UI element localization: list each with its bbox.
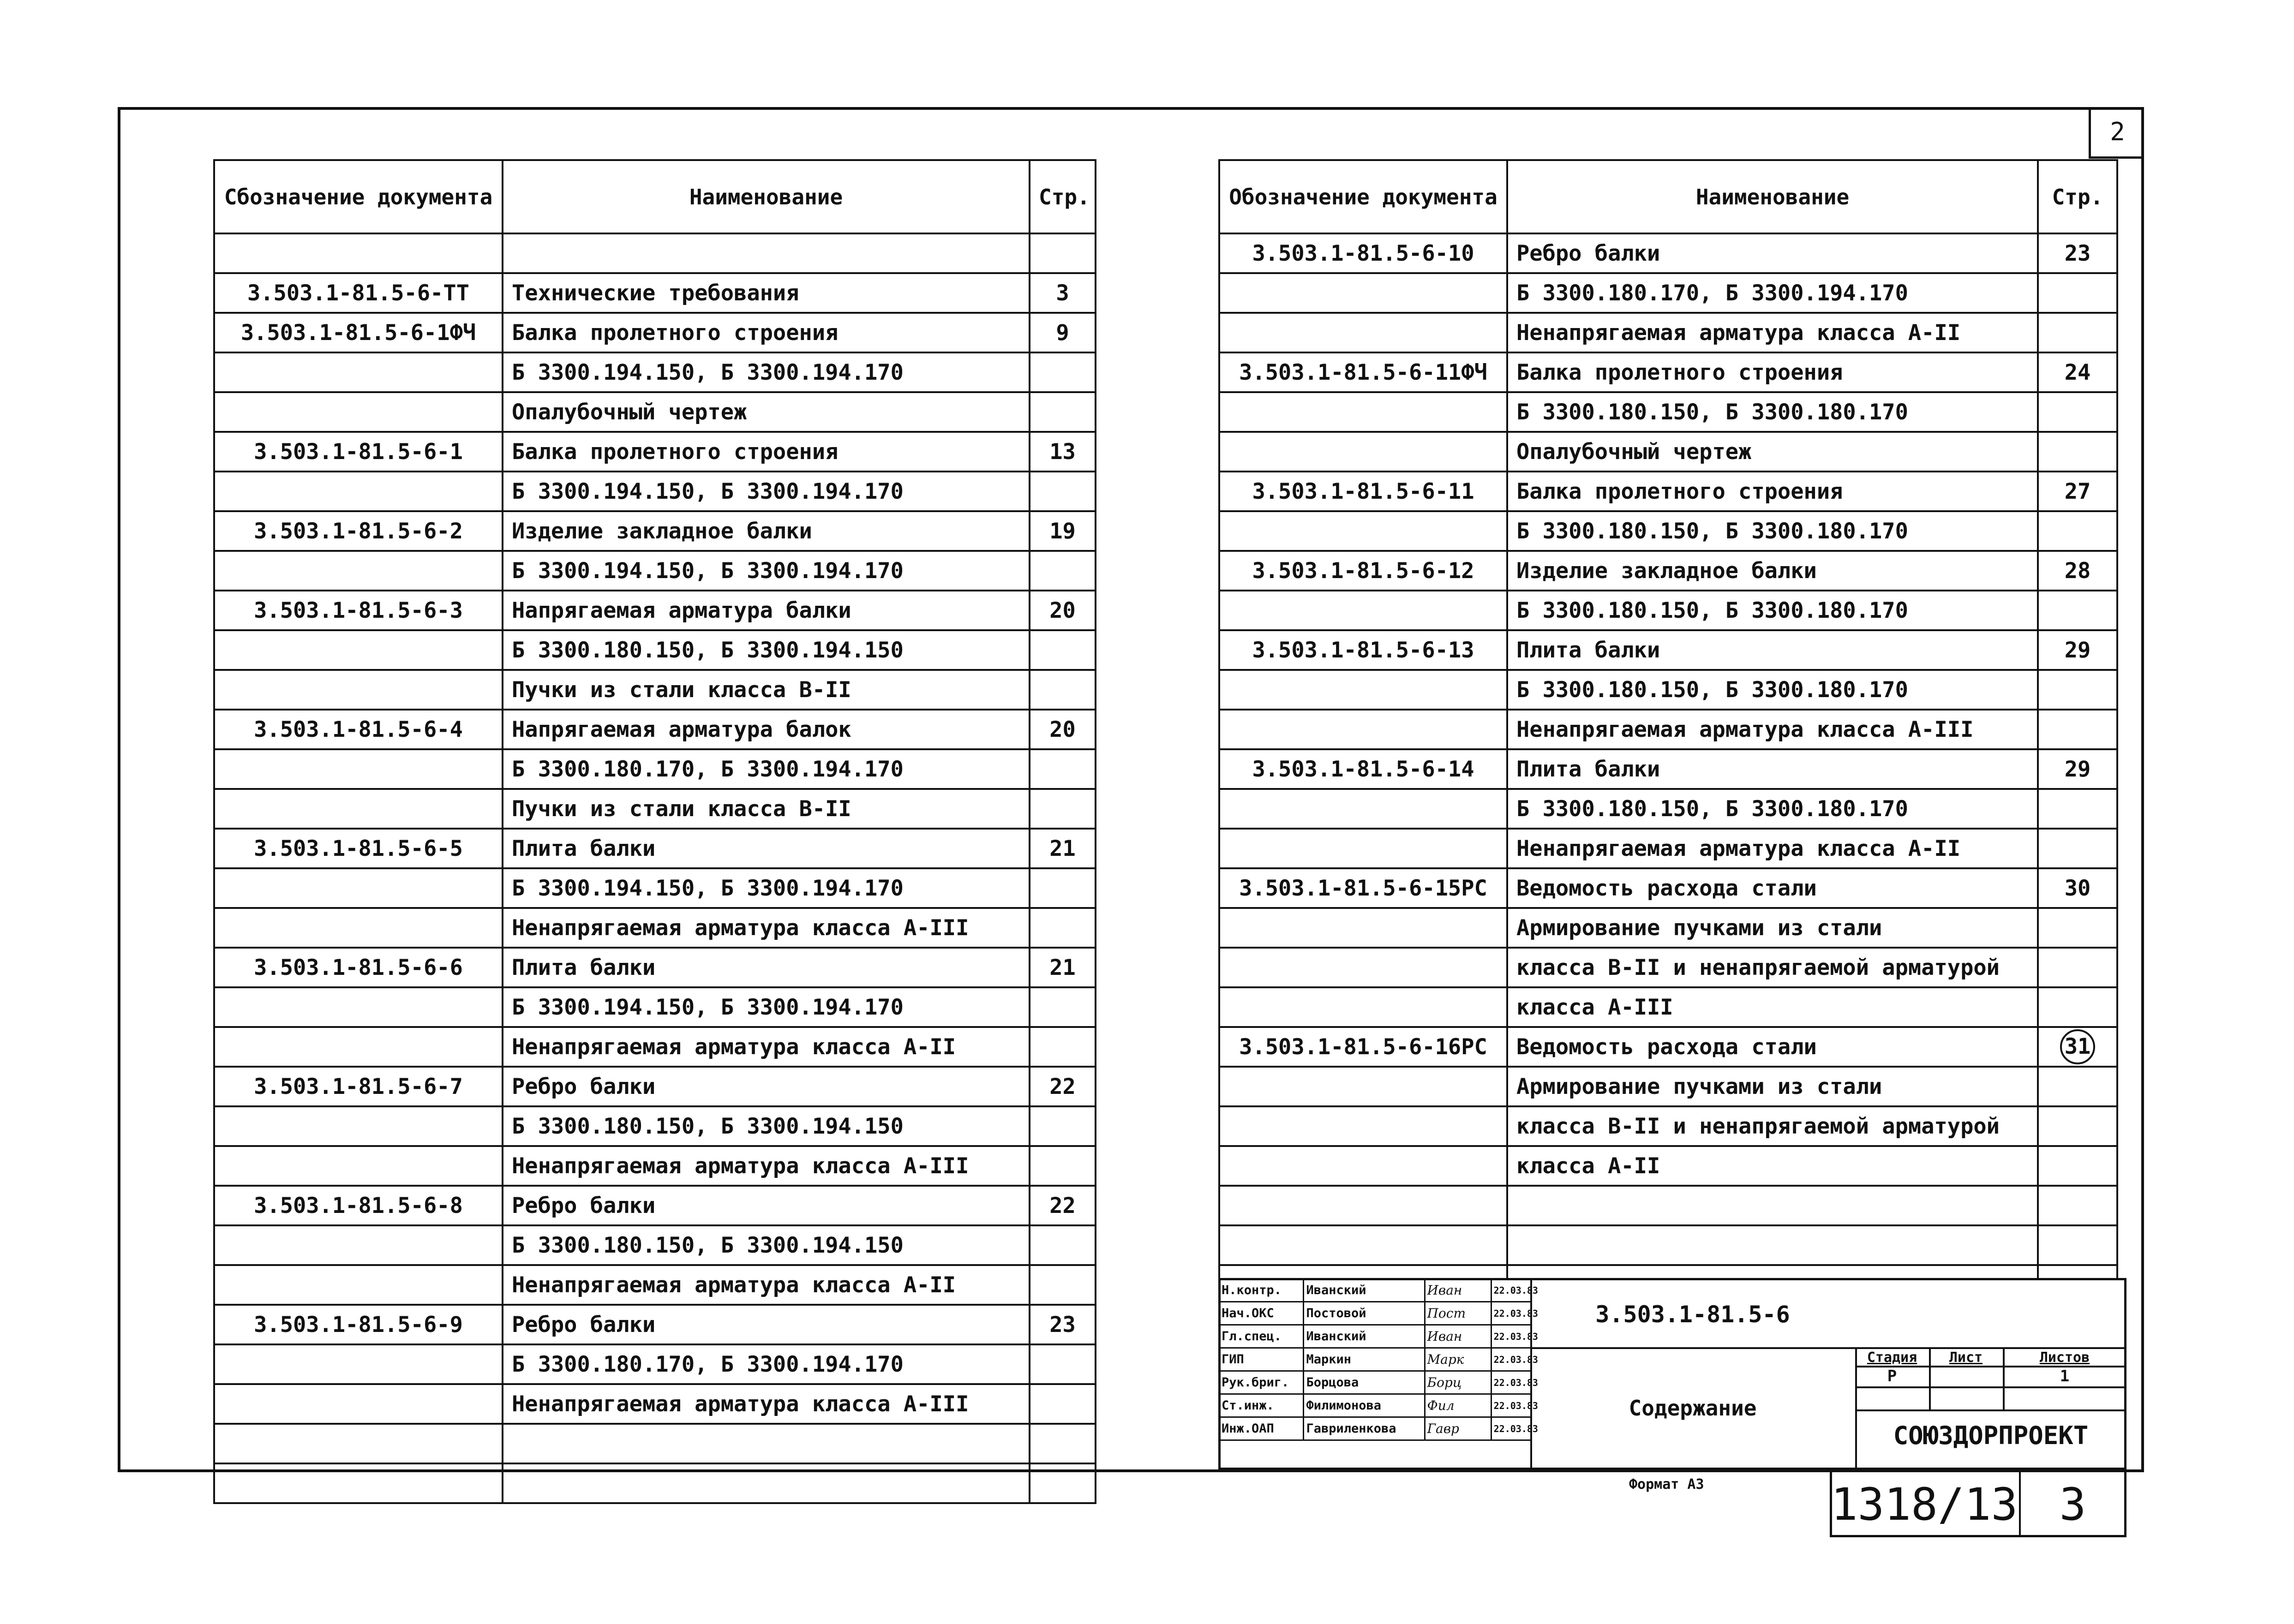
page-cell: 28 [2038, 551, 2117, 591]
document-name: Ребро балки [503, 1186, 1030, 1225]
document-name: Балка пролетного строения [1507, 352, 2038, 392]
page-cell [2038, 313, 2117, 352]
table-row [1219, 908, 2117, 948]
table-row [214, 1067, 1096, 1106]
signature-row [1219, 1417, 1532, 1440]
page-cell: 21 [1030, 829, 1096, 868]
page-cell [2038, 908, 2117, 948]
signature-date: 22.03.83 [1491, 1325, 1531, 1348]
document-name: Изделие закладное балки [1507, 551, 2038, 591]
signature-date: 22.03.83 [1491, 1417, 1531, 1440]
document-name: Пучки из стали класса В-II [503, 670, 1030, 710]
table-row [1219, 749, 2117, 789]
table-row [214, 472, 1096, 511]
signature-role: Инж.ОАП [1219, 1417, 1304, 1440]
page-cell [1030, 1384, 1096, 1424]
document-code: 3.503.1-81.5-6-15РС [1219, 868, 1507, 908]
column-header-designation: Сбозначение документа [214, 160, 503, 233]
table-row [1219, 1146, 2117, 1186]
signature-role: Ст.инж. [1219, 1394, 1304, 1417]
document-code [1219, 670, 1507, 710]
table-row [214, 789, 1096, 829]
document-code [214, 1106, 503, 1146]
table-row [1219, 233, 2117, 273]
stage-label: Стадия [1867, 1349, 1917, 1366]
document-name [503, 1463, 1030, 1503]
document-code: 3.503.1-81.5-6-4 [214, 710, 503, 749]
document-code: 3.503.1-81.5-6-12 [1219, 551, 1507, 591]
document-name: класса А-III [1507, 987, 2038, 1027]
document-code [1219, 392, 1507, 432]
table-row [214, 908, 1096, 948]
table-row [214, 987, 1096, 1027]
page-cell [2038, 710, 2117, 749]
table-row [1219, 630, 2117, 670]
document-code [1219, 1186, 1507, 1225]
page-cell [1030, 749, 1096, 789]
document-name: Опалубочный чертеж [1507, 432, 2038, 472]
document-code [214, 908, 503, 948]
page-cell [2038, 591, 2117, 630]
table-row [214, 1027, 1096, 1067]
table-row [214, 1424, 1096, 1463]
document-name: Б 3300.180.150, Б 3300.180.170 [1507, 591, 2038, 630]
document-name: класса В-II и ненапрягаемой арматурой [1507, 948, 2038, 987]
document-name: Балка пролетного строения [503, 432, 1030, 472]
document-code: 3.503.1-81.5-6-6 [214, 948, 503, 987]
table-row [214, 1225, 1096, 1265]
page-cell [2038, 1146, 2117, 1186]
document-code: 3.503.1-81.5-6-16РС [1219, 1027, 1507, 1067]
document-name [503, 233, 1030, 273]
document-code [214, 630, 503, 670]
page-cell: 23 [2038, 233, 2117, 273]
document-name: Ребро балки [1507, 233, 2038, 273]
table-row [214, 352, 1096, 392]
document-name: Б 3300.180.150, Б 3300.180.170 [1507, 789, 2038, 829]
signature-mark: Марк [1425, 1348, 1491, 1371]
signature-mark: Пост [1425, 1302, 1491, 1325]
document-code: 3.503.1-81.5-6-5 [214, 829, 503, 868]
column-header-name: Наименование [503, 160, 1030, 233]
contents-table-left [213, 159, 1096, 1504]
document-name: Б 3300.180.150, Б 3300.180.170 [1507, 511, 2038, 551]
page-cell: 21 [1030, 948, 1096, 987]
signature-role: Нач.ОКС [1219, 1302, 1304, 1325]
document-code [1219, 273, 1507, 313]
table-row [1219, 789, 2117, 829]
document-code: 3.503.1-81.5-6-9 [214, 1305, 503, 1344]
table-row [1219, 591, 2117, 630]
document-code [214, 551, 503, 591]
page-cell [1030, 1463, 1096, 1503]
page-cell [2038, 273, 2117, 313]
document-name: Б 3300.180.150, Б 3300.194.150 [503, 1225, 1030, 1265]
page-cell [2038, 1225, 2117, 1265]
table-row [1219, 551, 2117, 591]
document-name: Б 3300.180.170, Б 3300.194.170 [503, 749, 1030, 789]
document-code [214, 1027, 503, 1067]
document-name: Ненапрягаемая арматура класса А-III [503, 908, 1030, 948]
signature-role: Н.контр. [1219, 1279, 1304, 1302]
table-row [214, 710, 1096, 749]
signature-date: 22.03.83 [1491, 1279, 1531, 1302]
page-cell: 30 [2038, 868, 2117, 908]
document-code [214, 1265, 503, 1305]
document-name: Плита балки [503, 948, 1030, 987]
page-cell [1030, 1027, 1096, 1067]
document-name: Армирование пучками из стали [1507, 908, 2038, 948]
table-row [214, 1106, 1096, 1146]
document-name [1507, 1186, 2038, 1225]
column-header-designation: Обозначение документа [1219, 160, 1507, 233]
table-row [1219, 1027, 2117, 1067]
page-cell [1030, 233, 1096, 273]
document-code [214, 670, 503, 710]
document-code [1219, 313, 1507, 352]
signature-mark: Иван [1425, 1279, 1491, 1302]
signature-row [1219, 1325, 1532, 1348]
document-code [214, 392, 503, 432]
column-header-page: Стр. [1030, 160, 1096, 233]
signature-row [1219, 1302, 1532, 1325]
document-code [214, 1225, 503, 1265]
table-row [1219, 670, 2117, 710]
table-row [214, 233, 1096, 273]
signature-name: Гавриленкова [1304, 1417, 1425, 1440]
table-row [1219, 948, 2117, 987]
document-code: 3.503.1-81.5-6-13 [1219, 630, 1507, 670]
table-row [1219, 352, 2117, 392]
signature-date: 22.03.83 [1491, 1371, 1531, 1394]
document-name: Б 3300.194.150, Б 3300.194.170 [503, 987, 1030, 1027]
document-name: Б 3300.180.150, Б 3300.180.170 [1507, 670, 2038, 710]
page-cell [1030, 987, 1096, 1027]
signature-mark: Иван [1425, 1325, 1491, 1348]
signature-mark: Гавр [1425, 1417, 1491, 1440]
sheets-label: Листов [2039, 1349, 2090, 1366]
page-cell [1030, 908, 1096, 948]
sheets-value: 1 [2060, 1367, 2070, 1385]
circled-page-number: 31 [2060, 1029, 2095, 1064]
document-name: Опалубочный чертеж [503, 392, 1030, 432]
document-code [1219, 1225, 1507, 1265]
document-name: Напрягаемая арматура балок [503, 710, 1030, 749]
document-code [214, 1424, 503, 1463]
document-code [214, 233, 503, 273]
page-cell [2038, 511, 2117, 551]
document-designation: 3.503.1-81.5-6 [1595, 1301, 1790, 1328]
table-row [214, 1186, 1096, 1225]
table-row [1219, 273, 2117, 313]
signature-date: 22.03.83 [1491, 1394, 1531, 1417]
page-cell: 20 [1030, 710, 1096, 749]
page-cell: 13 [1030, 432, 1096, 472]
contents-table-right [1218, 159, 2118, 1306]
document-name: Плита балки [503, 829, 1030, 868]
page-cell [1030, 352, 1096, 392]
document-name: Б 3300.180.150, Б 3300.194.150 [503, 630, 1030, 670]
table-row [214, 1463, 1096, 1503]
document-name: Балка пролетного строения [503, 313, 1030, 352]
document-code [214, 352, 503, 392]
document-name: Технические требования [503, 273, 1030, 313]
document-code: 3.503.1-81.5-6-14 [1219, 749, 1507, 789]
document-name: Ведомость расхода стали [1507, 1027, 2038, 1067]
table-row [214, 670, 1096, 710]
page-cell [2038, 670, 2117, 710]
document-code [1219, 987, 1507, 1027]
format-label: Формат А3 [1629, 1476, 1704, 1493]
table-row [214, 948, 1096, 987]
page-cell: 22 [1030, 1186, 1096, 1225]
page-cell [1030, 868, 1096, 908]
table-row [214, 273, 1096, 313]
document-code: 3.503.1-81.5-6-1ФЧ [214, 313, 503, 352]
signature-name: Иванский [1304, 1279, 1425, 1302]
document-title: Содержание [1629, 1396, 1757, 1421]
page-cell [1030, 1225, 1096, 1265]
archive-number: 1318/13 [1831, 1479, 2018, 1530]
signature-name: Маркин [1304, 1348, 1425, 1371]
table-row [1219, 987, 2117, 1027]
table-row [214, 1265, 1096, 1305]
table-row [1219, 1225, 2117, 1265]
table-row [1219, 1067, 2117, 1106]
document-code: 3.503.1-81.5-6-ТТ [214, 273, 503, 313]
page-cell: 27 [2038, 472, 2117, 511]
document-name: Ребро балки [503, 1305, 1030, 1344]
page-cell: 20 [1030, 591, 1096, 630]
table-row [214, 1344, 1096, 1384]
document-code [1219, 1146, 1507, 1186]
table-row [214, 1305, 1096, 1344]
page-cell [2038, 987, 2117, 1027]
document-name: Ненапрягаемая арматура класса А-II [503, 1265, 1030, 1305]
signature-row [1219, 1371, 1532, 1394]
document-code [214, 749, 503, 789]
table-row [214, 591, 1096, 630]
document-code: 3.503.1-81.5-6-7 [214, 1067, 503, 1106]
document-code: 3.503.1-81.5-6-10 [1219, 233, 1507, 273]
signatures-table [1218, 1278, 1538, 1441]
document-code [214, 868, 503, 908]
page-cell [1030, 551, 1096, 591]
document-name: класса А-II [1507, 1146, 2038, 1186]
document-code: 3.503.1-81.5-6-8 [214, 1186, 503, 1225]
document-code [214, 1344, 503, 1384]
page-cell: 29 [2038, 749, 2117, 789]
table-row [1219, 1106, 2117, 1146]
document-code [214, 472, 503, 511]
document-name: Плита балки [1507, 749, 2038, 789]
document-code [1219, 948, 1507, 987]
document-name: Изделие закладное балки [503, 511, 1030, 551]
document-name [1507, 1225, 2038, 1265]
page-cell [1030, 392, 1096, 432]
document-code: 3.503.1-81.5-6-3 [214, 591, 503, 630]
document-code [214, 789, 503, 829]
signature-mark: Фил [1425, 1394, 1491, 1417]
signature-row [1219, 1348, 1532, 1371]
table-row [214, 829, 1096, 868]
document-name: Б 3300.180.150, Б 3300.194.150 [503, 1106, 1030, 1146]
document-code [1219, 829, 1507, 868]
page-cell [2038, 392, 2117, 432]
table-row [1219, 392, 2117, 432]
document-name: Пучки из стали класса В-II [503, 789, 1030, 829]
document-code: 3.503.1-81.5-6-11ФЧ [1219, 352, 1507, 392]
signature-name: Борцова [1304, 1371, 1425, 1394]
page-cell [1030, 1106, 1096, 1146]
stage-value: Р [1887, 1367, 1897, 1385]
signature-date: 22.03.83 [1491, 1302, 1531, 1325]
document-name: Б 3300.194.150, Б 3300.194.170 [503, 551, 1030, 591]
document-name: Ненапрягаемая арматура класса А-II [503, 1027, 1030, 1067]
table-row [1219, 710, 2117, 749]
document-name: Ненапрягаемая арматура класса А-III [1507, 710, 2038, 749]
document-code [1219, 432, 1507, 472]
page-cell [2038, 948, 2117, 987]
document-name: Армирование пучками из стали [1507, 1067, 2038, 1106]
document-name: Б 3300.180.150, Б 3300.180.170 [1507, 392, 2038, 432]
table-row [1219, 1186, 2117, 1225]
organization-name: СОЮЗДОРПРОЕКТ [1893, 1421, 2089, 1450]
page-cell: 29 [2038, 630, 2117, 670]
table-row [1219, 829, 2117, 868]
page-cell [1030, 472, 1096, 511]
signature-name: Филимонова [1304, 1394, 1425, 1417]
page-cell [2038, 432, 2117, 472]
signature-row [1219, 1279, 1532, 1302]
page-cell [1030, 789, 1096, 829]
signature-date: 22.03.83 [1491, 1348, 1531, 1371]
page-number: 3 [2059, 1479, 2086, 1530]
column-header-page: Стр. [2038, 160, 2117, 233]
page-cell [2038, 789, 2117, 829]
document-name: Б 3300.194.150, Б 3300.194.170 [503, 868, 1030, 908]
document-name: Ребро балки [503, 1067, 1030, 1106]
table-row [214, 868, 1096, 908]
document-name: Б 3300.194.150, Б 3300.194.170 [503, 472, 1030, 511]
document-name: Ненапрягаемая арматура класса А-III [503, 1384, 1030, 1424]
document-name: Балка пролетного строения [1507, 472, 2038, 511]
signature-mark: Борц [1425, 1371, 1491, 1394]
table-row [1219, 472, 2117, 511]
document-code: 3.503.1-81.5-6-1 [214, 432, 503, 472]
page-cell: 19 [1030, 511, 1096, 551]
table-row [214, 551, 1096, 591]
table-row [1219, 511, 2117, 551]
page-cell [2038, 1106, 2117, 1146]
document-code [1219, 511, 1507, 551]
signature-role: ГИП [1219, 1348, 1304, 1371]
page-cell [1030, 670, 1096, 710]
table-row [214, 1146, 1096, 1186]
column-header-name: Наименование [1507, 160, 2038, 233]
page-cell [1030, 1146, 1096, 1186]
table-row [214, 749, 1096, 789]
document-name: Плита балки [1507, 630, 2038, 670]
document-name: Б 3300.180.170, Б 3300.194.170 [503, 1344, 1030, 1384]
page-cell [1030, 1424, 1096, 1463]
document-name: Ненапрягаемая арматура класса А-II [1507, 829, 2038, 868]
sheet-label: Лист [1949, 1349, 1983, 1366]
document-code [214, 1384, 503, 1424]
page-cell: 23 [1030, 1305, 1096, 1344]
signature-name: Постовой [1304, 1302, 1425, 1325]
page-cell [1030, 630, 1096, 670]
document-name: Напрягаемая арматура балки [503, 591, 1030, 630]
page-cell [2038, 1027, 2117, 1067]
table-row [214, 313, 1096, 352]
document-code: 3.503.1-81.5-6-11 [1219, 472, 1507, 511]
page-cell [1030, 1265, 1096, 1305]
table-row [1219, 313, 2117, 352]
page-cell [2038, 1067, 2117, 1106]
document-code [1219, 1067, 1507, 1106]
table-row [214, 630, 1096, 670]
document-code [1219, 710, 1507, 749]
document-code [1219, 1106, 1507, 1146]
table-row [1219, 432, 2117, 472]
page-cell: 9 [1030, 313, 1096, 352]
signature-row [1219, 1394, 1532, 1417]
document-code [1219, 591, 1507, 630]
document-code [1219, 789, 1507, 829]
page-cell: 22 [1030, 1067, 1096, 1106]
table-row [1219, 868, 2117, 908]
table-row [214, 1384, 1096, 1424]
table-row [214, 392, 1096, 432]
document-code [214, 1463, 503, 1503]
document-name: Ведомость расхода стали [1507, 868, 2038, 908]
document-code [214, 1146, 503, 1186]
document-name [503, 1424, 1030, 1463]
page-cell: 3 [1030, 273, 1096, 313]
document-code: 3.503.1-81.5-6-2 [214, 511, 503, 551]
signature-name: Иванский [1304, 1325, 1425, 1348]
document-code [1219, 908, 1507, 948]
document-name: Б 3300.194.150, Б 3300.194.170 [503, 352, 1030, 392]
document-name: класса В-II и ненапрягаемой арматурой [1507, 1106, 2038, 1146]
table-row [214, 432, 1096, 472]
sheet-number: 2 [2089, 107, 2144, 159]
document-name: Б 3300.180.170, Б 3300.194.170 [1507, 273, 2038, 313]
document-name: Ненапрягаемая арматура класса А-III [503, 1146, 1030, 1186]
page-cell [2038, 829, 2117, 868]
page-cell [1030, 1344, 1096, 1384]
signature-role: Гл.спец. [1219, 1325, 1304, 1348]
table-row [214, 511, 1096, 551]
document-code [214, 987, 503, 1027]
document-name: Ненапрягаемая арматура класса А-II [1507, 313, 2038, 352]
page-cell [2038, 1186, 2117, 1225]
page-cell: 24 [2038, 352, 2117, 392]
signature-role: Рук.бриг. [1219, 1371, 1304, 1394]
